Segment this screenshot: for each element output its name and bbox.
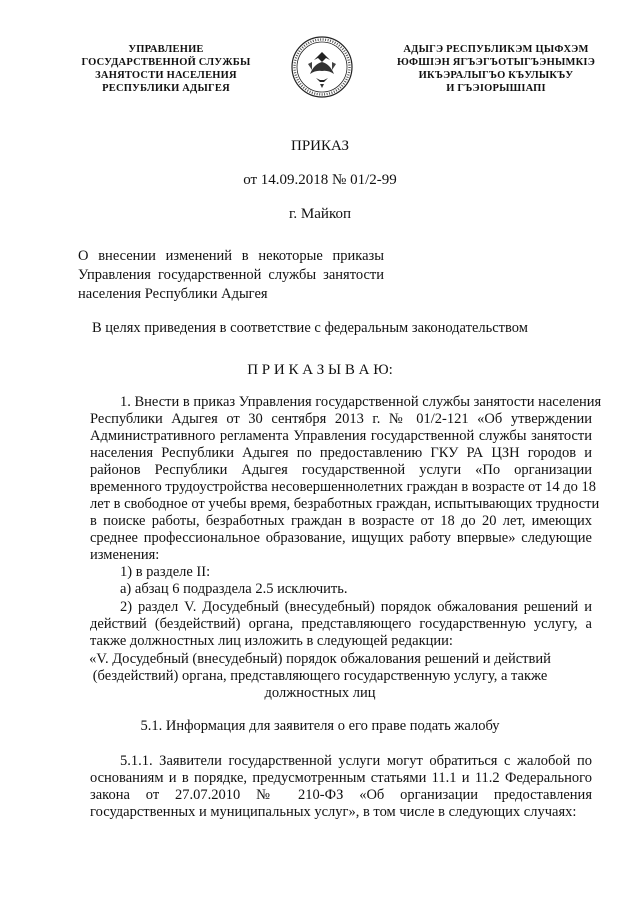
header-left-line: УПРАВЛЕНИЕ: [128, 44, 204, 55]
para1-line: 1. Внести в приказ Управления государственной службы занятости населения: [120, 394, 602, 410]
header-right-line: АДЫГЭ РЕСПУБЛИКЭМ ЦЫФХЭМ: [403, 44, 589, 55]
para1-line: временного трудоустройства несовершеннолетних граждан в возрасте от 14 до 18: [90, 479, 597, 495]
header-right-line: И ГЪЭІОРЫШІАПІ: [446, 83, 546, 94]
order-title: ПРИКАЗ: [291, 138, 349, 154]
header-org-russian: [68, 43, 264, 95]
quote-line: «V. Досудебный (внесудебный) порядок обжалования решений и действий: [89, 651, 551, 667]
subject-line: Управления государственной службы занятости: [78, 267, 384, 283]
sub-item: а) абзац 6 подраздела 2.5 исключить.: [120, 581, 348, 597]
para2-line: 2) раздел V. Досудебный (внесудебный) порядок обжалования решений и: [120, 599, 592, 615]
para511-line: 5.1.1. Заявители государственной услуги могут обратиться с жалобой по: [120, 753, 592, 769]
para511-line: закона от 27.07.2010 № 210-ФЗ «Об организации предоставления: [90, 787, 592, 803]
para2-line: действий (бездействий) органа, представляющего государственную услугу, а: [90, 616, 592, 632]
para1-line: Республики Адыгея от 30 сентября 2013 г. № 01/2-121 «Об утверждении: [90, 411, 592, 427]
para1-line: среднее профессиональное образование, ищущих работу впервые» следующие: [90, 530, 592, 546]
preamble: В целях приведения в соответствие с федеральным законодательством: [92, 320, 528, 336]
para511-line: государственных и муниципальных услуг», в том числе в следующих случаях:: [90, 804, 577, 820]
para1-line: лет в свободное от учебы время, безработных граждан, испытывающих трудности: [90, 496, 600, 512]
para1-line: в поиске работы, безработных граждан в возрасте от 18 до 20 лет, имеющих: [90, 513, 592, 529]
para511-line: основаниям и в порядке, предусмотренным статьями 11.1 и 11.2 Федерального: [90, 770, 592, 786]
header-left-line: РЕСПУБЛИКИ АДЫГЕЯ: [102, 83, 230, 94]
header-right-line: ИКЪЭРАЛЫГЪО КЪУЛЫКЪУ: [418, 70, 574, 81]
header-org-adyghe: [392, 43, 600, 95]
sub-item: 1) в разделе II:: [120, 564, 211, 580]
order-subject: [78, 247, 384, 304]
para2-line: также должностных лиц изложить в следующей редакции:: [90, 633, 453, 649]
decree-word: П Р И К А З Ы В А Ю:: [247, 362, 393, 378]
subject-line: населения Республики Адыгея: [78, 286, 268, 302]
header-left-line: ГОСУДАРСТВЕННОЙ СЛУЖБЫ: [81, 57, 251, 68]
coat-of-arms-icon: [290, 34, 354, 100]
order-city: г. Майкоп: [288, 206, 352, 222]
para1-line: Административного регламента Управления государственной службы занятости: [90, 428, 592, 444]
para1-line: изменения:: [90, 547, 160, 563]
subject-line: О внесении изменений в некоторые приказы: [78, 248, 384, 264]
header-right-line: ЮФШІЭН ЯГЪЭГЪОТЫГЪЭНЫМКІЭ: [396, 57, 596, 68]
section-heading: 5.1. Информация для заявителя о его праве подать жалобу: [140, 718, 500, 734]
order-number-date: от 14.09.2018 № 01/2-99: [243, 172, 397, 188]
para1-line: районов Республики Адыгея государственной услуги «По организации: [90, 462, 592, 478]
quote-line: (бездействий) органа, представляющего государственную услугу, а также: [92, 668, 548, 684]
header-left-line: ЗАНЯТОСТИ НАСЕЛЕНИЯ: [95, 70, 237, 81]
quote-line: должностных лиц: [264, 685, 376, 701]
para1-line: населения Республики Адыгея по предоставлению ГКУ РА ЦЗН городов и: [90, 445, 592, 461]
